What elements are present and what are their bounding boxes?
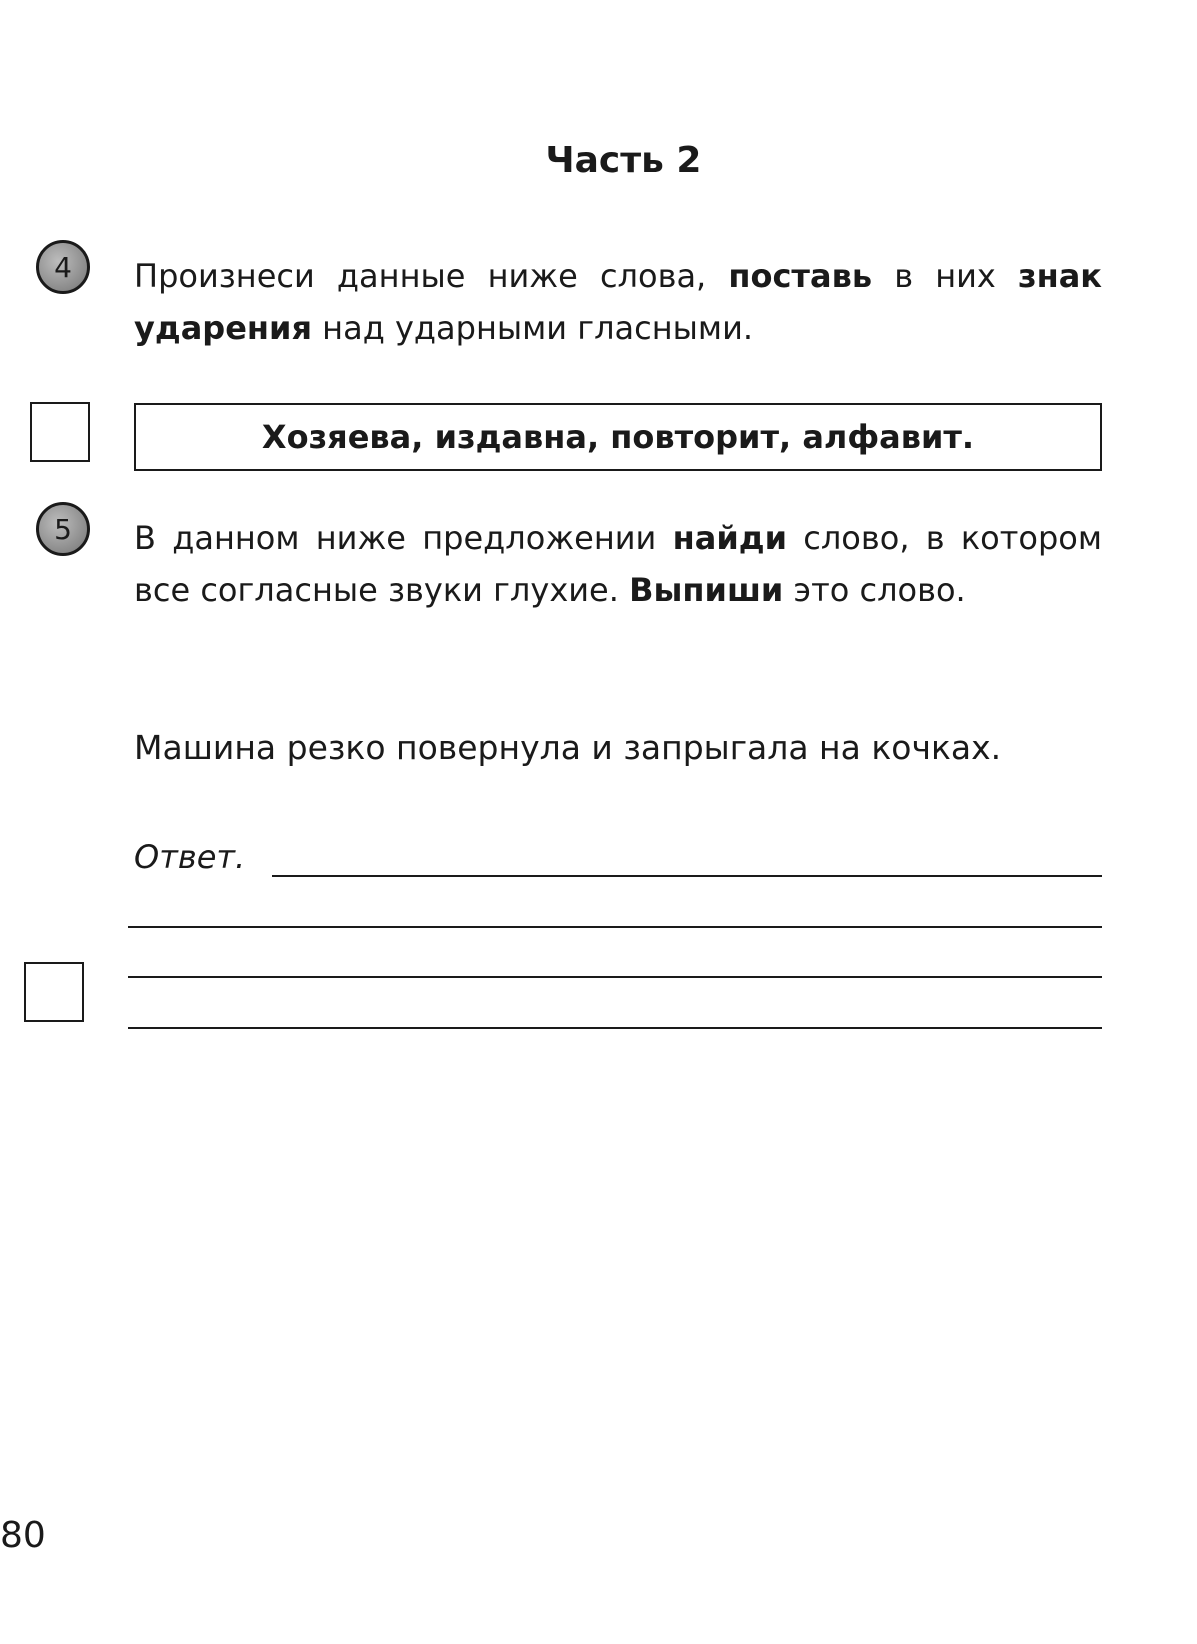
- task-5-score-box[interactable]: [24, 962, 84, 1022]
- task-5-text-part: В данном ниже предложении: [134, 519, 673, 557]
- task-4-text-part: Произнеси данные ниже слова,: [134, 257, 729, 295]
- task-5-sentence: Машина резко повернула и запрыгала на кочках.: [134, 728, 1002, 767]
- answer-line[interactable]: [128, 926, 1102, 928]
- task-5-keyword: найди: [672, 519, 787, 557]
- task-5-keyword: Выпиши: [629, 571, 784, 609]
- answer-line[interactable]: [128, 976, 1102, 978]
- page-number: 80: [0, 1515, 46, 1556]
- task-4-text-part: над ударными гласными.: [311, 309, 754, 347]
- answer-label: Ответ.: [134, 838, 246, 876]
- task-4-instruction: [134, 250, 1102, 354]
- task-5-text-part: слово, в котором все согласные звуки глухие.: [134, 519, 1103, 609]
- task-4-text-part: в них: [872, 257, 1018, 295]
- task-4-keyword: знак ударения: [134, 257, 1102, 347]
- task-4-words: Хозяева, издавна, повторит, алфавит.: [261, 418, 975, 456]
- part-title: Часть 2: [545, 140, 702, 181]
- task-5-instruction: [134, 512, 1102, 616]
- task-4-words-box: [134, 403, 1102, 471]
- task-5-text-part: это слово.: [783, 571, 966, 609]
- task-number-badge: 5: [36, 502, 90, 556]
- task-number-badge: 4: [36, 240, 90, 294]
- task-4-keyword: поставь: [728, 257, 873, 295]
- task-4-score-box[interactable]: [30, 402, 90, 462]
- answer-line[interactable]: [128, 1027, 1102, 1029]
- answer-line[interactable]: [272, 875, 1102, 877]
